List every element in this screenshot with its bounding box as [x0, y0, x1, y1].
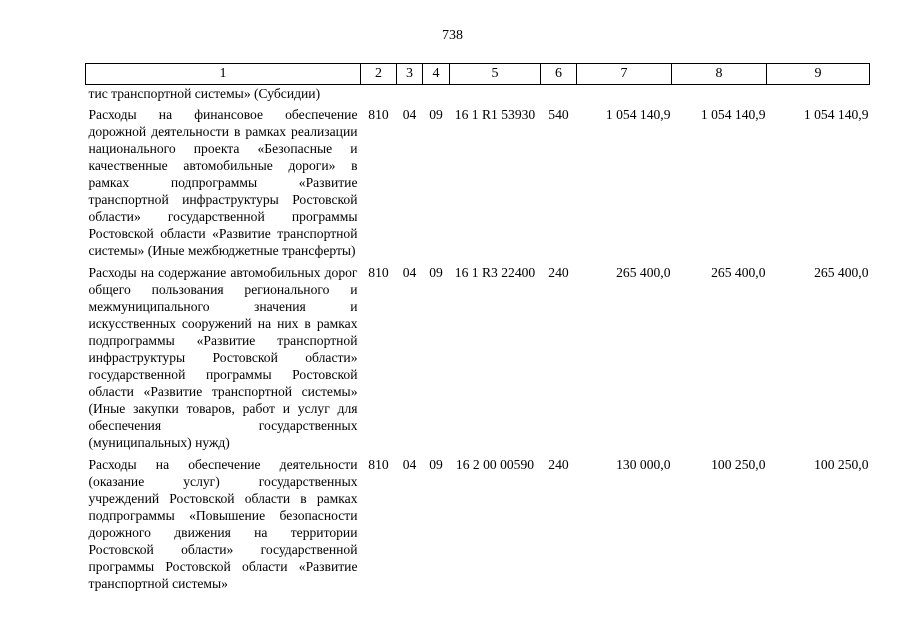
row-expense-type: 240: [548, 457, 569, 472]
row-target-article: 16 2 00 00590: [455, 457, 535, 472]
row-amount-col8: 1 054 140,9: [700, 107, 766, 122]
row-target-article: 16 1 R1 53930: [454, 107, 536, 122]
row-section-code: 04: [402, 457, 417, 472]
continuation-text: тис транспортной системы» (Субсидии): [88, 86, 321, 101]
row-ministry-code: 810: [368, 107, 389, 122]
row-expense-type: 540: [548, 107, 569, 122]
header-col-5: 5: [450, 64, 541, 85]
row-description: Расходы на финансовое обеспечение дорожной деятельности в рамках реализации национального проекта «Безопасные и качественные автомобильные дороги» в рамках подпрограммы «Развитие транспортной инфраструктуры Ростовской области» государственной программы Ростовской области «Развитие транспортной системы» (Иные межбюджетные трансферты): [88, 107, 358, 258]
row-amount-col9: 1 054 140,9: [803, 107, 869, 122]
row-description: Расходы на содержание автомобильных дорог общего пользования регионального и межмуниципального значения и искусственных сооружений на них в рамках подпрограммы «Развитие транспортной инфраструктуры Ростовской области» государственной программы Ростовской области «Развитие транспортной системы» (Иные закупки товаров, работ и услуг для обеспечения государственных (муниципальных) нужд): [88, 265, 358, 450]
row-ministry-code: 810: [368, 265, 389, 280]
row-section-code: 04: [402, 265, 417, 280]
row-amount-col9: 100 250,0: [814, 457, 869, 472]
header-col-9: 9: [767, 64, 870, 85]
row-expense-type: 240: [548, 265, 569, 280]
header-col-2: 2: [361, 64, 397, 85]
header-col-7: 7: [577, 64, 672, 85]
row-amount-col8: 100 250,0: [711, 457, 766, 472]
table-row: [86, 106, 870, 264]
header-col-8: 8: [672, 64, 767, 85]
header-col-1: 1: [86, 64, 361, 85]
table-row: [86, 456, 870, 597]
page-number: 738: [442, 28, 463, 43]
row-amount-col7: 265 400,0: [616, 265, 671, 280]
row-description: Расходы на обеспечение деятельности (оказание услуг) государственных учреждений Ростовской области в рамках подпрограммы «Повышение безопасности дорожного движения на территории Ростовской области» государственной программы Ростовской области «Развитие транспортной системы»: [88, 457, 358, 591]
row-subsection-code: 09: [429, 107, 443, 122]
row-ministry-code: 810: [368, 457, 389, 472]
row-subsection-code: 09: [429, 265, 443, 280]
row-amount-col7: 130 000,0: [616, 457, 671, 472]
row-amount-col7: 1 054 140,9: [605, 107, 671, 122]
header-col-4: 4: [423, 64, 450, 85]
row-section-code: 04: [402, 107, 417, 122]
row-amount-col9: 265 400,0: [814, 265, 869, 280]
row-target-article: 16 1 R3 22400: [454, 265, 536, 280]
header-row: [86, 64, 870, 85]
budget-table: [85, 63, 870, 597]
header-col-6: 6: [541, 64, 577, 85]
table-row: [86, 264, 870, 456]
row-amount-col8: 265 400,0: [711, 265, 766, 280]
header-col-3: 3: [397, 64, 423, 85]
row-subsection-code: 09: [429, 457, 443, 472]
continuation-row: [86, 85, 870, 107]
